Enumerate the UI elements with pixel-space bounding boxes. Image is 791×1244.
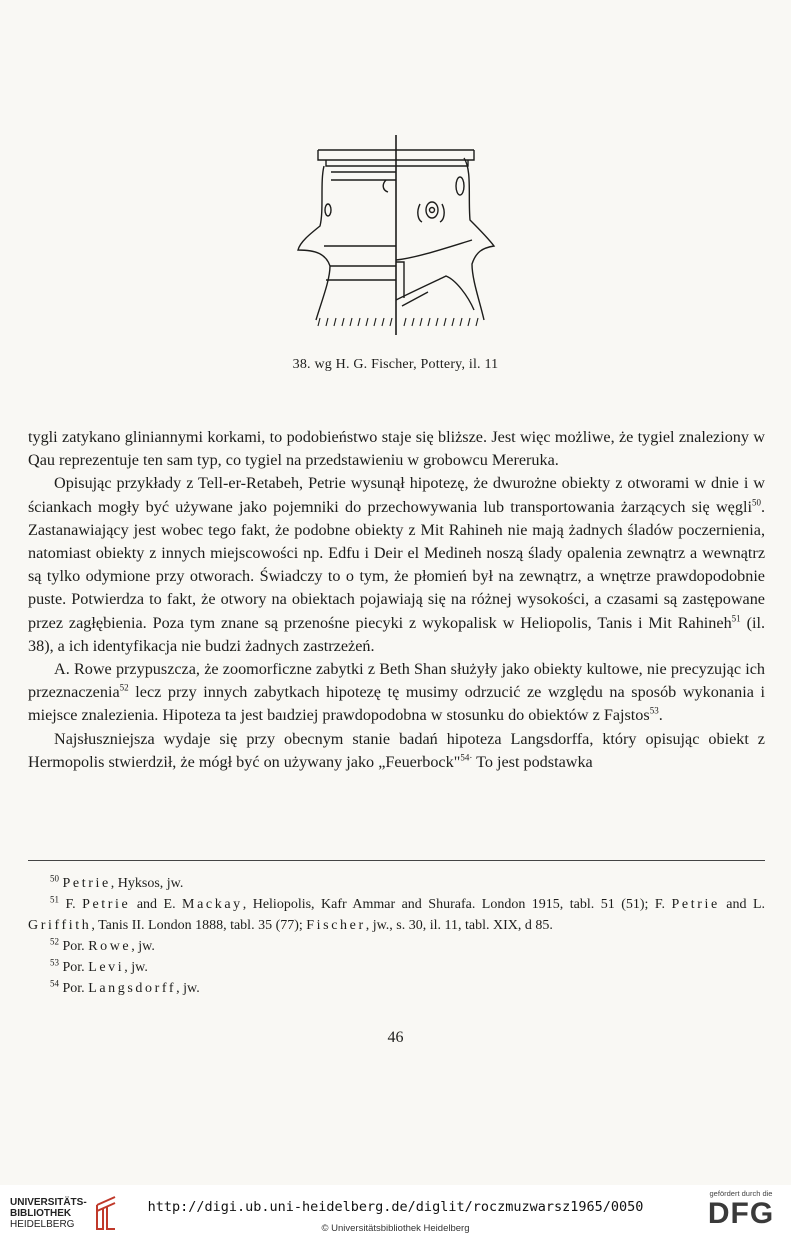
library-name: UNIVERSITÄTS- BIBLIOTHEK HEIDELBERG (10, 1196, 87, 1230)
footnote-ref-52[interactable]: 52 (119, 682, 129, 693)
paragraph-4: Najsłuszniejsza wydaje się przy obecnym stanie badań hipoteza Langsdorffa, który opisując obiekt z Hermopolis stwierdził, że mógł być on używany jako „Feuerbock"$^{54\cdot}$ To jest podstawka (28, 729, 765, 771)
dfg-wordmark: DFG (707, 1197, 775, 1230)
fire-stand-drawing (296, 130, 496, 345)
page-number: 46 (387, 1029, 404, 1046)
viewer-footer (0, 1185, 791, 1244)
footnote-51: $^{51}$ F. Petrie and E. Mackay, Heliopolis, Kafr Ammar and Shurafa. London 1915, tabl. 51 (51); F. Petrie and L. Griffith, Tanis II. London 1888, tabl. 35 (77); Fischer, jw., s. 30, il. 11, tabl. XIX, d 85. (28, 894, 765, 933)
dfg-logo[interactable] (700, 1189, 782, 1230)
footnote-53: $^{53}$ Por. Levi, jw. (50, 957, 148, 975)
funded-by-text: gefördert durch die (709, 1189, 773, 1198)
footnote-ref-53[interactable]: 53 (649, 706, 659, 717)
figure-caption: 38. wg H. G. Fischer, Pottery, il. 11 (292, 357, 499, 372)
footnote-50: $^{50}$ Petrie, Hyksos, jw. (50, 873, 184, 891)
footnotes (28, 873, 765, 999)
footnote-54: $^{54}$ Por. Langsdorff, jw. (50, 978, 200, 996)
footnote-52: $^{52}$ Por. Rowe, jw. (50, 936, 155, 954)
footnote-ref-54[interactable]: 54· (460, 752, 473, 763)
footnote-ref-51[interactable]: 51 (731, 613, 741, 624)
paragraph-2: Opisując przykłady z Tell-er-Retabeh, Petrie wysunął hipotezę, że dwurożne obiekty z otworami w dnie i w ściankach mogły być używane jako pojemniki do przechowywania lub transportowania żarzących się węgli$^{50}$. Zastanawiający jest wobec tego fakt, że podobne obiekty z Mit Rahineh nie mają żadnych śladów poczernienia, natomiast obiekty z innych miejscowości np. Edfu i Deir el Medineh noszą ślady opalenia zewnątrz a wewnątrz są tylko odymione przy otworach. Świadczy to o tym, że płomień był na zewnątrz, a wnętrze prawdopodobnie puste. Potwierdza to fakt, że otwory na obiektach pojawiają się na różnej wysokości, a czasami są zastępowane przez zagłębienia. Poza tym znane są przenośne piecyki z wykopalisk w Heliopolis, Tanis i Mit Rahineh$^{51}$ (il. 38), a ich identyfikacja nie budzi żadnych zastrzeżeń. (28, 474, 765, 655)
pottery-drawing-figure (296, 130, 496, 345)
paragraph-1: tygli zatykano gliniannymi korkami, to podobieństwo staje się bliższe. Jest więc możliwe, że tygiel znaleziony w Qau reprezentuje ten sam typ, co tygiel na przedstawieniu w grobowcu Mereruka. (28, 428, 765, 470)
permalink-url[interactable]: http://digi.ub.uni-heidelberg.de/diglit/roczmuzwarsz1965/0050 (147, 1199, 644, 1215)
copyright-notice: © Universitätsbibliothek Heidelberg (321, 1223, 470, 1234)
footnote-ref-50[interactable]: 50 (751, 497, 761, 508)
main-text (28, 426, 765, 774)
footnote-divider (28, 860, 765, 861)
paragraph-3: A. Rowe przypuszcza, że zoomorficzne zabytki z Beth Shan służyły jako obiekty kultowe, nie precyzując ich przeznaczenia$^{52}$ lecz przy innych zabytkach hipotezę tę musimy odrzucić ze względu na sposób wykonania i miejsce znalezienia. Hipoteza ta jest baıdziej prawdopodobna w stosunku do obiektów z Fajstos$^{53}$. (28, 660, 765, 725)
